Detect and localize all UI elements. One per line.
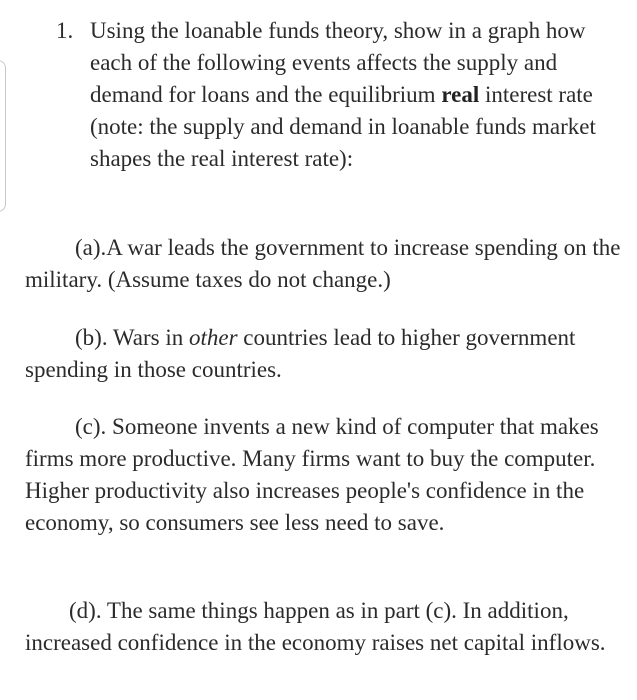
question-text-part-2: interest rate (note: the supply and demand in loanable funds market shapes the real interest rate):	[90, 82, 596, 171]
part-c-text: (c). Someone invents a new kind of computer that makes firms more productive. Many firms want to buy the computer. Higher productivity also increases people's confidence in the economy, so consumers see less need to save.	[25, 414, 599, 535]
part-a	[25, 232, 625, 296]
part-a-text: (a).A war leads the government to increase spending on the military. (Assume taxes do not change.)	[25, 235, 621, 292]
part-b-text-italic: other	[188, 325, 238, 350]
question-text	[90, 15, 610, 175]
part-d-text: (d). The same things happen as in part (c). In addition, increased confidence in the economy raises net capital inflows.	[25, 598, 606, 655]
side-bracket-decoration	[0, 60, 6, 212]
part-b	[25, 322, 625, 386]
part-b-text-2: countries lead to higher government spending in those countries.	[25, 325, 576, 382]
part-b-text-1: (b). Wars in	[75, 325, 189, 350]
question-text-bold-real: real	[441, 82, 480, 107]
part-c	[25, 411, 625, 539]
question-text-part-1: Using the loanable funds theory, show in a graph how each of the following events affects the supply and demand for loans and the equilibrium	[90, 18, 586, 107]
part-d	[25, 595, 625, 659]
question-number: 1.	[56, 18, 74, 43]
question-1	[56, 15, 616, 175]
